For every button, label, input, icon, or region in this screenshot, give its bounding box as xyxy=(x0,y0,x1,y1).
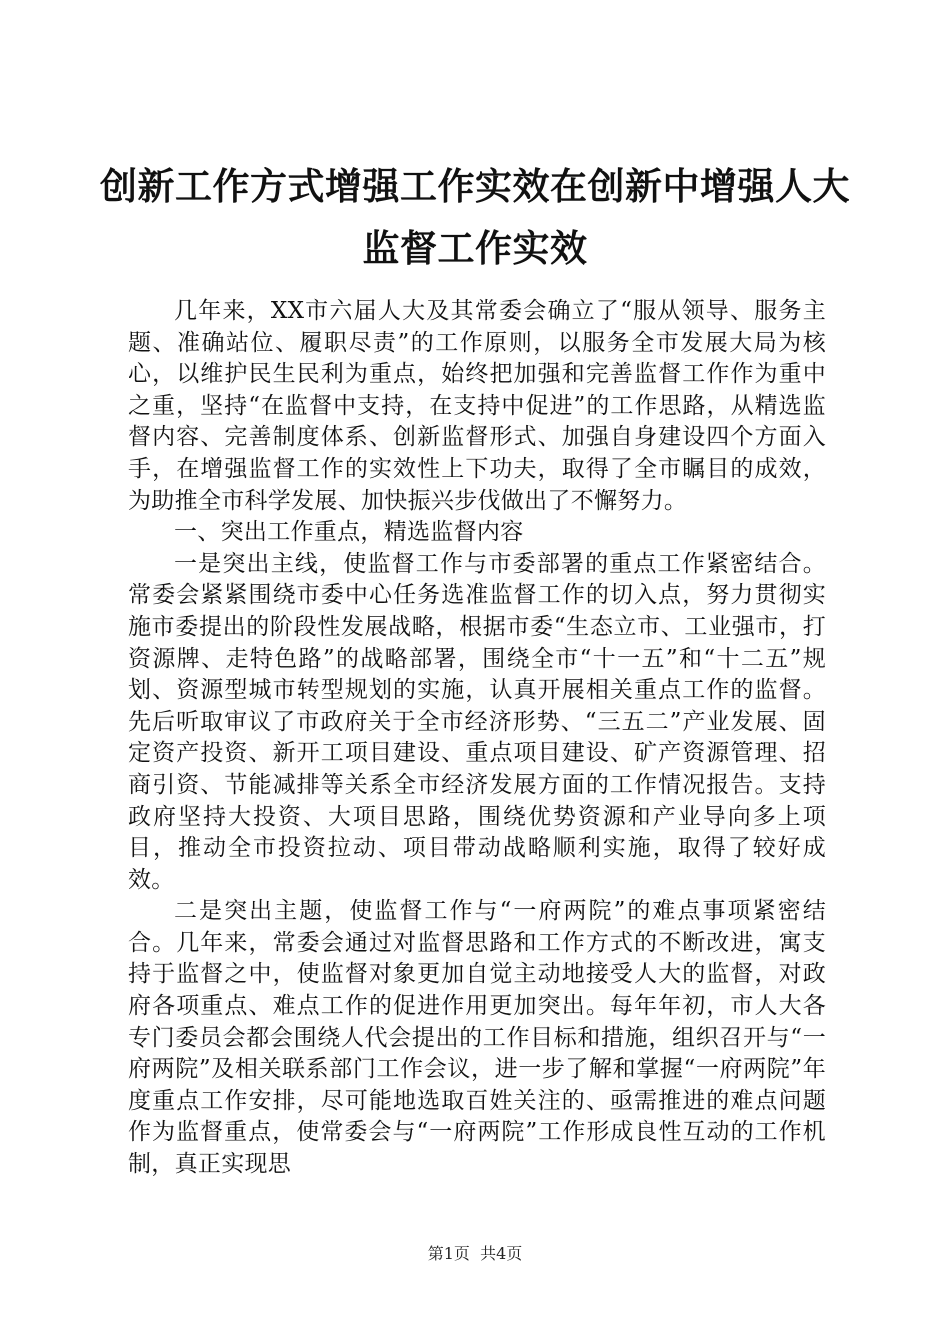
document-title xyxy=(90,155,860,279)
page-number: 第1页 共4页 xyxy=(427,1244,523,1263)
paragraph-intro: 几年来，XX市六届人大及其常委会确立了“服从领导、服务主题、准确站位、履职尽责”的工作原则，以服务全市发展大局为核心，以维护民生民利为重点，始终把加强和完善监督工作作为重中之重，坚持“在监督中支持，在支持中促进”的工作思路，从精选监督内容、完善制度体系、创新监督形式、加强自身建设四个方面入手，在增强监督工作的实效性上下功夫，取得了全市瞩目的成效，为助推全市科学发展、加快振兴步伐做出了不懈努力。 xyxy=(128,298,826,514)
document-body xyxy=(128,296,826,1181)
page-footer xyxy=(0,1244,950,1264)
title-line-2: 监督工作实效 xyxy=(362,226,588,270)
paragraph-point-1: 一是突出主线，使监督工作与市委部署的重点工作紧密结合。常委会紧紧围绕市委中心任务选准监督工作的切入点，努力贯彻实施市委提出的阶段性发展战略，根据市委“生态立市、工业强市，打资源牌、走特色路”的战略部署，围绕全市“十一五”和“十二五”规划、资源型城市转型规划的实施，认真开展相关重点工作的监督。先后听取审议了市政府关于全市经济形势、“三五二”产业发展、固定资产投资、新开工项目建设、重点项目建设、矿产资源管理、招商引资、节能减排等关系全市经济发展方面的工作情况报告。支持政府坚持大投资、大项目思路，围绕优势资源和产业导向多上项目，推动全市投资拉动、项目带动战略顺利实施，取得了较好成效。 xyxy=(128,550,826,893)
title-line-1: 创新工作方式增强工作实效在创新中增强人大 xyxy=(100,164,850,208)
section-heading-1: 一、突出工作重点，精选监督内容 xyxy=(174,519,524,546)
paragraph-point-2: 二是突出主题，使监督工作与“一府两院”的难点事项紧密结合。几年来，常委会通过对监督思路和工作方式的不断改进，寓支持于监督之中，使监督对象更加自觉主动地接受人大的监督，对政府各项重点、难点工作的促进作用更加突出。每年年初，市人大各专门委员会都会围绕人代会提出的工作目标和措施，组织召开与“一府两院”及相关联系部门工作会议，进一步了解和掌握“一府两院”年度重点工作安排，尽可能地选取百姓关注的、亟需推进的难点问题作为监督重点，使常委会与“一府两院”工作形成良性互动的工作机制，真正实现思 xyxy=(128,898,826,1178)
